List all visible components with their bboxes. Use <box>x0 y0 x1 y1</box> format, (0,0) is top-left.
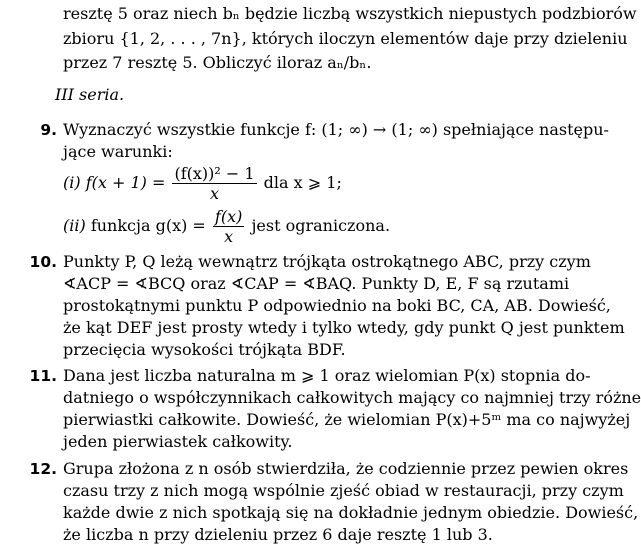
condition-i-denominator: x <box>210 184 220 203</box>
problem-11-number: 11. <box>29 367 57 385</box>
intro-line-1: resztę 5 oraz niech bₙ będzie liczbą wszystkich niepustych podzbiorów <box>63 4 637 23</box>
problem-12-number: 12. <box>29 460 57 478</box>
problem-9-condition-ii <box>63 207 390 246</box>
condition-ii-lhs: funkcja g(x) = <box>90 216 206 235</box>
condition-ii-denominator: x <box>224 227 234 246</box>
series-heading: III seria. <box>55 85 125 104</box>
problem-12-line-1: Grupa złożona z n osób stwierdziła, że codziennie przez pewien okres <box>63 459 629 478</box>
problem-10-line-5: przecięcia wysokości trójkąta BDF. <box>63 340 346 359</box>
problem-10-number: 10. <box>29 253 57 271</box>
condition-ii-fraction <box>213 207 244 246</box>
problem-10-line-1: Punkty P, Q leżą wewnątrz trójkąta ostrokątnego ABC, przy czym <box>63 252 591 271</box>
problem-11-line-2: datniego o współczynnikach całkowitych mający co najmniej trzy różne <box>63 388 641 407</box>
condition-ii-label: (ii) <box>63 216 86 235</box>
intro-line-3: przez 7 resztę 5. Obliczyć iloraz aₙ/bₙ. <box>63 53 372 72</box>
problem-9-number: 9. <box>40 121 57 139</box>
problem-12-line-2: czasu trzy z nich mogą wspólnie zjeść obiad w restauracji, przy czym <box>63 481 624 500</box>
problem-12-line-4: że liczba n przy dzieleniu przez 6 daje resztę 1 lub 3. <box>63 525 493 544</box>
problem-9-condition-i <box>63 164 342 203</box>
problem-10-line-2: ∢ACP = ∢BCQ oraz ∢CAP = ∢BAQ. Punkty D, E, F są rzutami <box>63 274 570 293</box>
condition-i-numerator: (f(x))² − 1 <box>174 164 255 183</box>
problem-10-line-3: prostokątnymi punktu P odpowiednio na boki BC, CA, AB. Dowieść, <box>63 296 611 315</box>
condition-i-label: (i) <box>63 173 81 192</box>
condition-ii-numerator: f(x) <box>214 207 243 226</box>
condition-i-fraction <box>172 164 256 203</box>
problem-11-line-1: Dana jest liczba naturalna m ⩾ 1 oraz wielomian P(x) stopnia do- <box>63 366 591 385</box>
problem-11-line-4: jeden pierwiastek całkowity. <box>63 432 293 451</box>
condition-i-tail: dla x ⩾ 1; <box>263 173 342 192</box>
condition-ii-tail: jest ograniczona. <box>251 216 391 235</box>
problem-9-line-2: jące warunki: <box>63 142 173 161</box>
problem-11-line-3: pierwiastki całkowite. Dowieść, że wielomian P(x)+5ᵐ ma co najwyżej <box>63 410 631 429</box>
condition-i-lhs: f(x + 1) = <box>85 173 166 192</box>
intro-line-2: zbioru {1, 2, . . . , 7n}, których iloczyn elementów daje przy dzieleniu <box>63 29 628 48</box>
problem-9-line-1: Wyznaczyć wszystkie funkcje f: (1; ∞) → (1; ∞) spełniające następu- <box>63 120 609 139</box>
problem-10-line-4: że kąt DEF jest prosty wtedy i tylko wtedy, gdy punkt Q jest punktem <box>63 318 625 337</box>
problem-12-line-3: każde dwie z nich spotkają się na dokładnie jednym obiedzie. Dowieść, <box>63 503 639 522</box>
